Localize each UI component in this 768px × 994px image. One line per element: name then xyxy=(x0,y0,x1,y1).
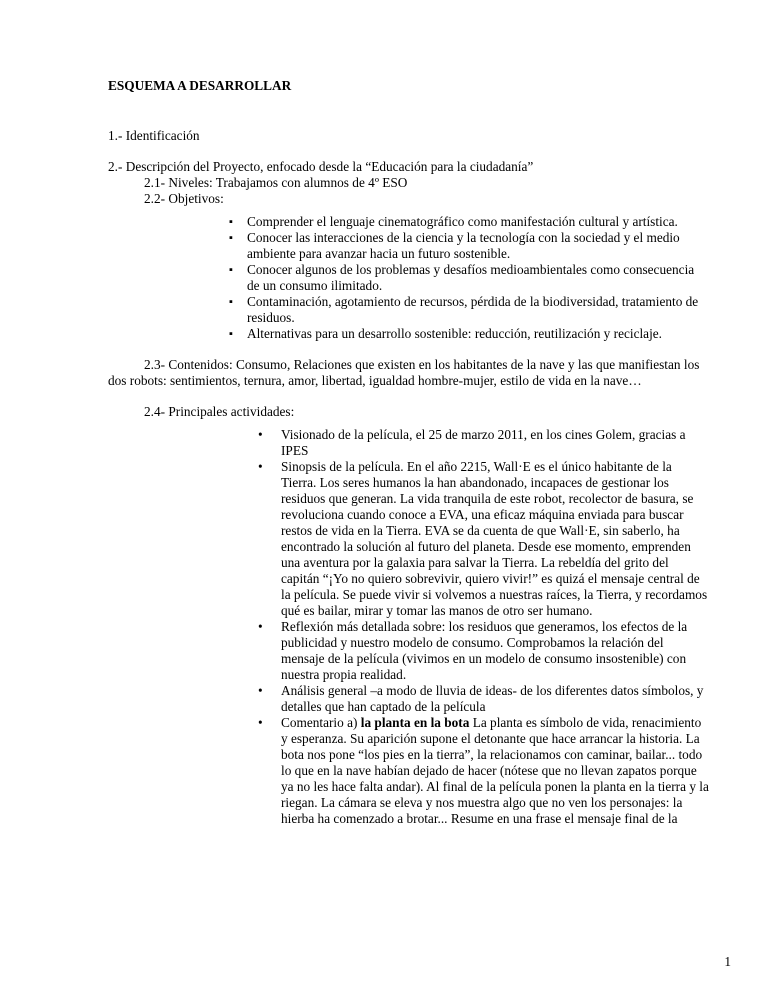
actividad-item xyxy=(108,619,710,683)
objetivo-text: Conocer algunos de los problemas y desafíos medioambientales como consecuencia de un consumo ilimitado. xyxy=(247,262,695,293)
objetivos-list xyxy=(108,214,710,342)
objetivo-item xyxy=(108,214,710,230)
round-bullet-icon: • xyxy=(258,459,263,474)
actividad-item xyxy=(108,683,710,715)
objetivo-text: Alternativas para un desarrollo sostenible: reducción, reutilización y reciclaje. xyxy=(247,326,662,341)
square-bullet-icon: ▪ xyxy=(229,232,233,244)
actividad-text: Reflexión más detallada sobre: los residuos que generamos, los efectos de la publicidad y nuestro modelo de consumo. Comprobamos la relación del mensaje de la película (vivimos en un modelo de consumo insostenible) con nuestra propia realidad. xyxy=(281,619,688,682)
section-2-2-objetivos-heading: 2.2- Objetivos: xyxy=(144,191,224,206)
objetivo-item xyxy=(108,262,710,294)
round-bullet-icon: • xyxy=(258,715,263,730)
objetivo-item xyxy=(108,326,710,342)
actividad-text xyxy=(281,715,709,826)
section-2-heading: 2.- Descripción del Proyecto, enfocado desde la “Educación para la ciudadanía” xyxy=(108,159,534,174)
objetivo-text: Conocer las interacciones de la ciencia y la tecnología con la sociedad y el medio ambiente para avanzar hacia un futuro sostenible. xyxy=(247,230,680,261)
actividad-item xyxy=(108,427,710,459)
document-title: ESQUEMA A DESARROLLAR xyxy=(108,78,292,93)
round-bullet-icon: • xyxy=(258,683,263,698)
objetivo-text: Contaminación, agotamiento de recursos, pérdida de la biodiversidad, tratamiento de residuos. xyxy=(247,294,699,325)
actividad-text: Visionado de la película, el 25 de marzo 2011, en los cines Golem, gracias a IPES xyxy=(281,427,686,458)
objetivo-item xyxy=(108,230,710,262)
section-2-3-contenidos: 2.3- Contenidos: Consumo, Relaciones que existen en los habitantes de la nave y las que manifiestan los dos robots: sentimientos, ternura, amor, libertad, igualdad hombre-mujer, estilo de vida en la nave… xyxy=(108,357,700,388)
actividades-list xyxy=(108,427,710,827)
comentario-bold-phrase: la planta en la bota xyxy=(360,715,470,730)
actividad-item-comentario xyxy=(108,715,710,827)
square-bullet-icon: ▪ xyxy=(229,216,233,228)
actividad-text: Análisis general –a modo de lluvia de ideas- de los diferentes datos símbolos, y detalles que han captado de la película xyxy=(281,683,704,714)
square-bullet-icon: ▪ xyxy=(229,264,233,276)
round-bullet-icon: • xyxy=(258,427,263,442)
section-1-heading: 1.- Identificación xyxy=(108,128,200,143)
round-bullet-icon: • xyxy=(258,619,263,634)
objetivo-item xyxy=(108,294,710,326)
section-2-4-actividades-heading: 2.4- Principales actividades: xyxy=(144,404,295,419)
comentario-prefix: Comentario a) xyxy=(281,715,361,730)
page-number: 1 xyxy=(724,954,731,969)
square-bullet-icon: ▪ xyxy=(229,296,233,308)
actividad-item xyxy=(108,459,710,619)
comentario-rest: La planta es símbolo de vida, renacimiento y esperanza. Su aparición supone el detonante que hace arrancar la historia. La bota nos pone “los pies en la tierra”, la relacionamos con caminar, bailar... todo lo que en la nave habían dejado de hacer (nótese que no llevan zapatos porque ya no les hace falta andar). Al final de la película ponen la planta en la tierra y la riegan. La cámara se eleva y nos muestra algo que no ven los personajes: la hierba ha comenzado a brotar... Resume en una frase el mensaje final de la xyxy=(281,715,709,826)
section-2-1-niveles: 2.1- Niveles: Trabajamos con alumnos de 4º ESO xyxy=(144,175,408,190)
square-bullet-icon: ▪ xyxy=(229,328,233,340)
objetivo-text: Comprender el lenguaje cinematográfico como manifestación cultural y artística. xyxy=(247,214,678,229)
actividad-text: Sinopsis de la película. En el año 2215, Wall·E es el único habitante de la Tierra. Los seres humanos la han abandonado, incapaces de gestionar los residuos que generan. La vida tranquila de este robot, recolector de basura, se revoluciona cuando conoce a EVA, una eficaz máquina enviada para buscar restos de vida en la Tierra. EVA se da cuenta de que Wall·E, sin saberlo, ha encontrado la solución al futuro del planeta. Desde ese momento, emprenden una aventura por la galaxia para salvar la Tierra. La rebeldía del grito del capitán “¡Yo no quiero sobrevivir, quiero vivir!” es quizá el mensaje central de la película. Se puede vivir si volvemos a nuestras raíces, la Tierra, y recordamos qué es bailar, mirar y tomar las manos de otro ser humano. xyxy=(281,459,708,618)
